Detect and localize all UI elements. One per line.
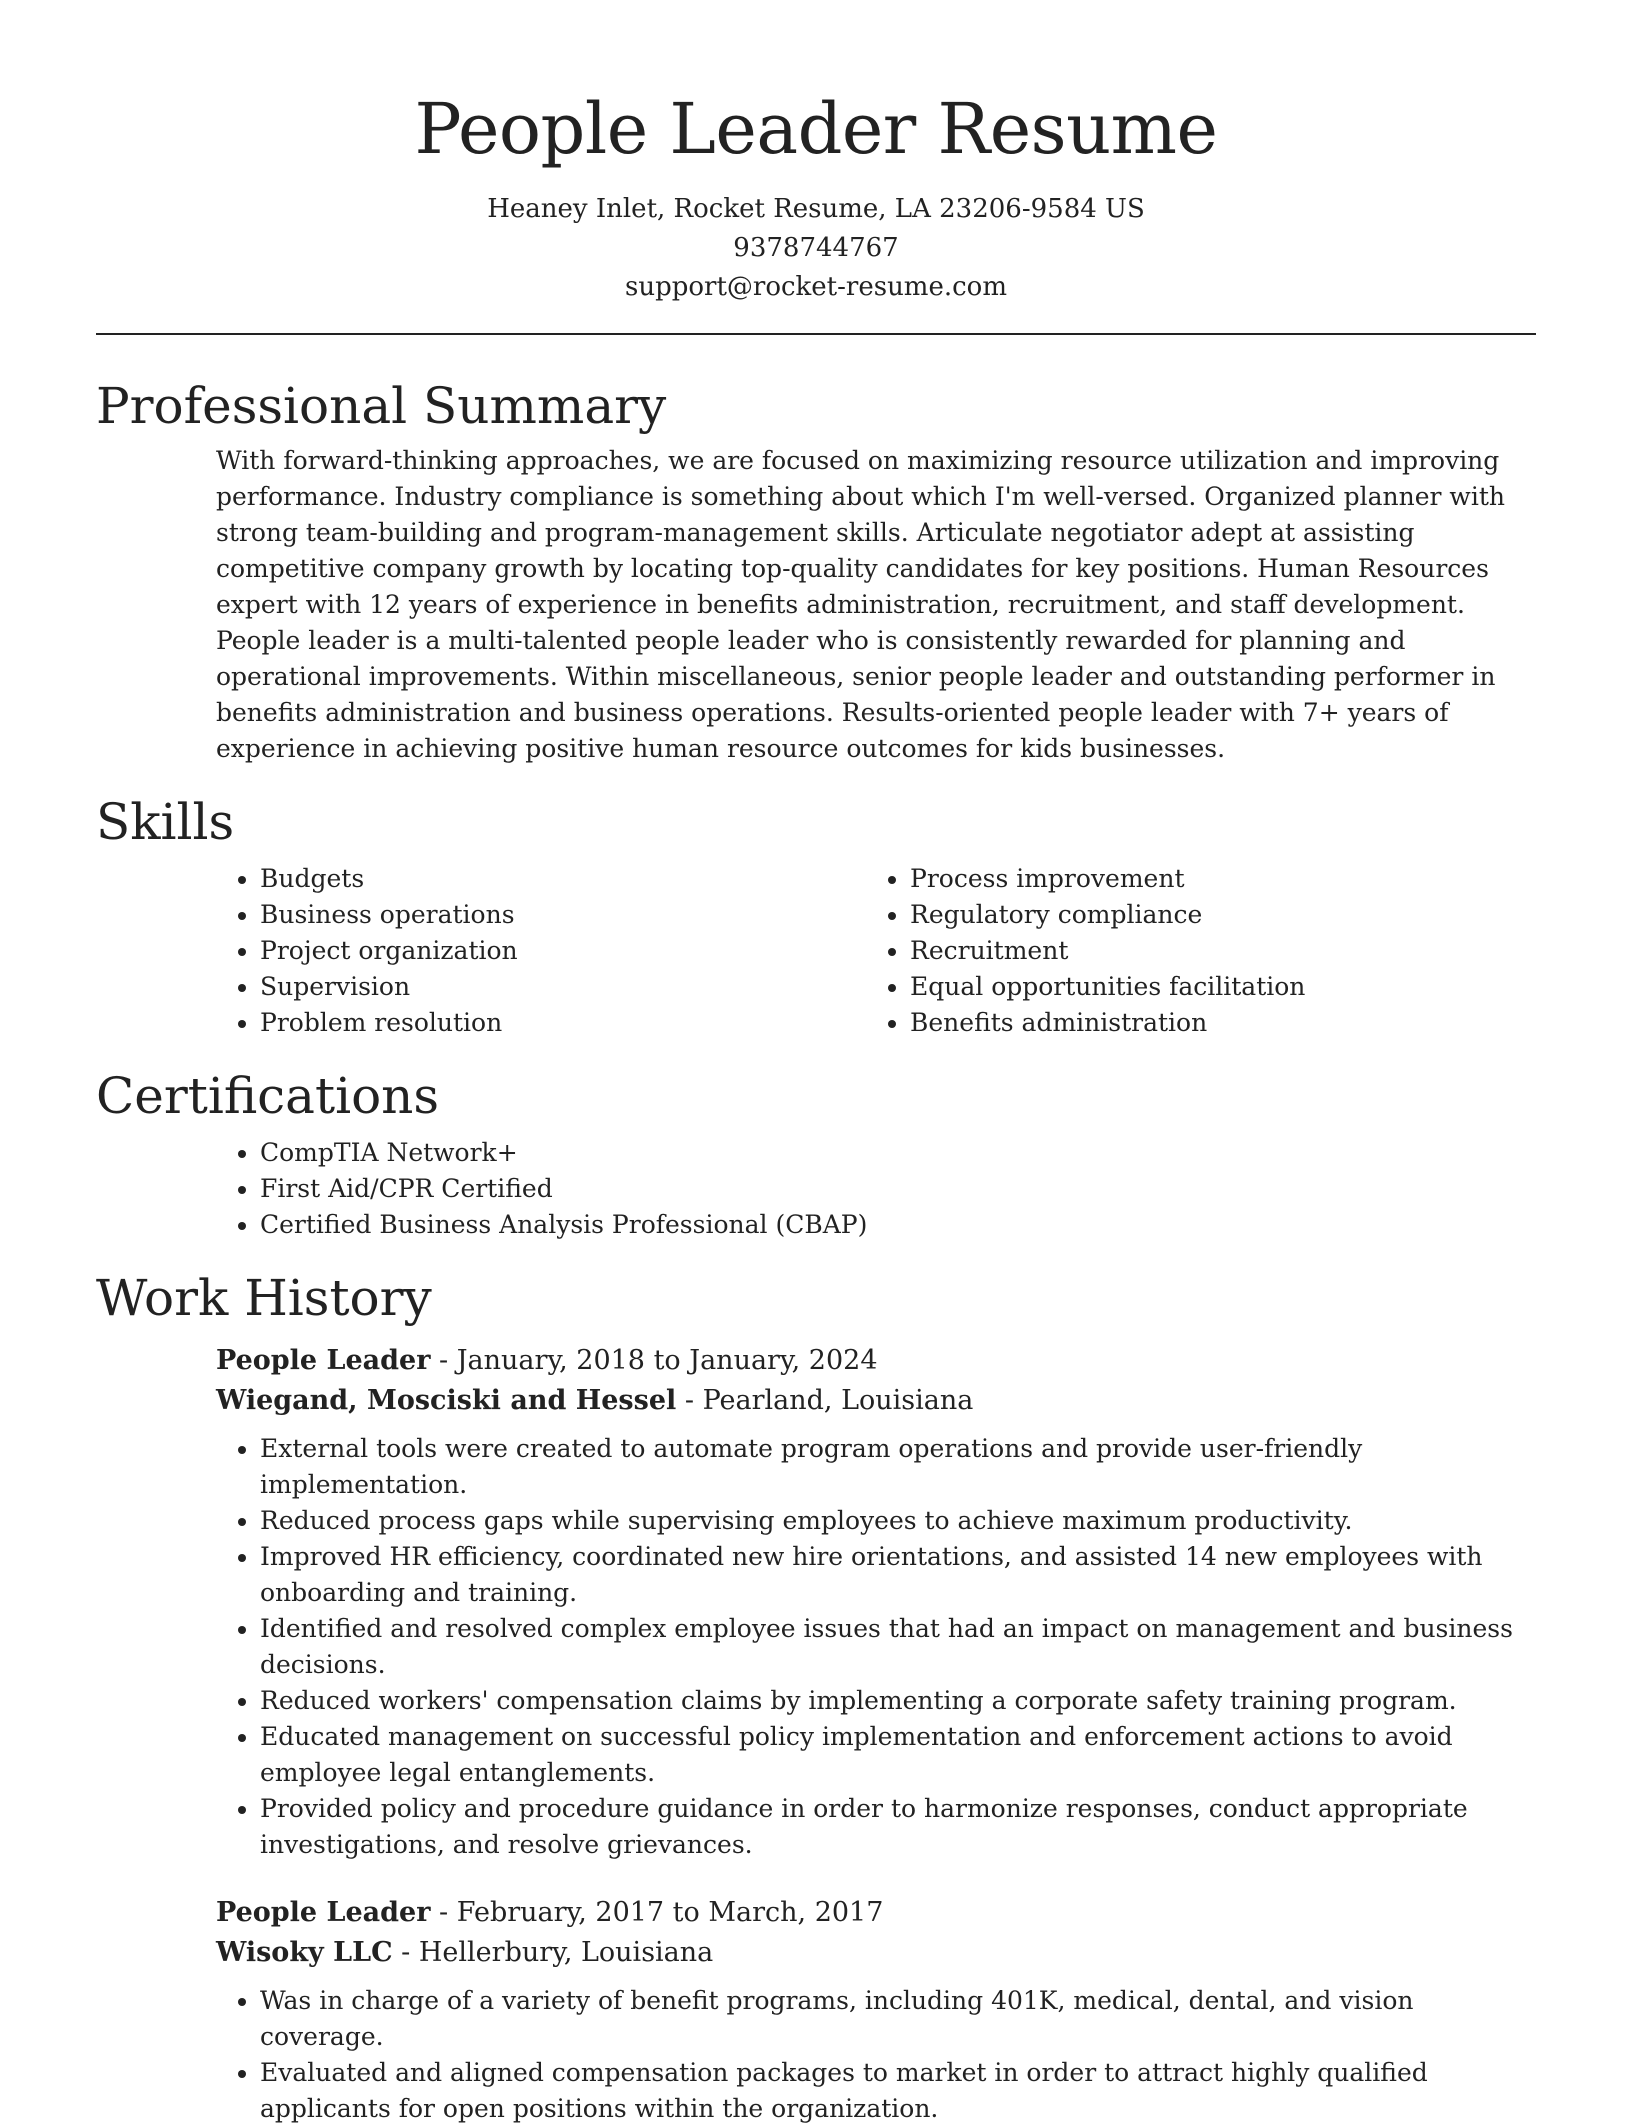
job-bullet: • Provided policy and procedure guidance in order to harmonize responses, conduct appropriate investigations, and resolve grievances. [260,1791,1536,1863]
job-bullets [216,1983,1536,2127]
job-company: Wisoky LLC [216,1937,393,1968]
job-dates: January, 2018 to January, 2024 [456,1345,878,1376]
skill-item: • Project organization [260,933,866,969]
skills-section [96,791,1536,1041]
job-bullet: • Identified and resolved complex employee issues that had an impact on management and business decisions. [260,1611,1536,1683]
skill-item: • Regulatory compliance [910,897,1516,933]
job-bullet: • Improved HR efficiency, coordinated new hire orientations, and assisted 14 new employees with onboarding and training. [260,1539,1536,1611]
job-entry [216,1893,1536,2127]
resume-title: People Leader Resume [414,88,1218,170]
job-bullet: • Evaluated and aligned compensation packages to market in order to attract highly qualified applicants for open positions within the organization. [260,2055,1536,2127]
skills-columns [216,861,1536,1041]
resume-page [96,0,1536,2127]
certifications-section [96,1065,1536,1243]
skill-item: • Problem resolution [260,1005,866,1041]
skill-item: • Equal opportunities facilitation [910,969,1516,1005]
job-title: People Leader [216,1345,431,1376]
work-history-section [96,1267,1536,2127]
job-bullet: • Reduced process gaps while supervising employees to achieve maximum productivity. [260,1503,1536,1539]
job-separator: - [439,1345,457,1376]
certification-item: • CompTIA Network+ [260,1135,1536,1171]
job-separator: - [439,1897,457,1928]
job-title: People Leader [216,1897,431,1928]
job-company: Wiegand, Mosciski and Hessel [216,1385,677,1416]
header-divider [96,333,1536,335]
skill-item: • Benefits administration [910,1005,1516,1041]
job-title-line [216,1341,1536,1381]
contact-phone: 9378744767 [733,233,899,263]
skill-item: • Supervision [260,969,866,1005]
skill-item: • Process improvement [910,861,1516,897]
skill-item: • Budgets [260,861,866,897]
job-title-line [216,1893,1536,1933]
job-separator: - [684,1385,703,1416]
contact-address: Heaney Inlet, Rocket Resume, LA 23206-9584 US [487,194,1145,224]
skills-heading: Skills [96,793,235,851]
job-bullet: • Was in charge of a variety of benefit programs, including 401K, medical, dental, and vision coverage. [260,1983,1536,2055]
certifications-list-wrap [216,1135,1536,1243]
job-company-line [216,1381,1536,1421]
certification-item: • First Aid/CPR Certified [260,1171,1536,1207]
job-location: Hellerbury, Louisiana [418,1937,714,1968]
certification-item: • Certified Business Analysis Professional (CBAP) [260,1207,1536,1243]
job-bullet: • Educated management on successful policy implementation and enforcement actions to avoid employee legal entanglements. [260,1719,1536,1791]
summary-section [96,375,1536,767]
job-entry [216,1341,1536,1863]
job-location: Pearland, Louisiana [702,1385,974,1416]
resume-header [96,0,1536,307]
skill-item: • Recruitment [910,933,1516,969]
job-bullet: • Reduced workers' compensation claims by implementing a corporate safety training program. [260,1683,1536,1719]
job-company-line [216,1933,1536,1973]
skill-item: • Business operations [260,897,866,933]
contact-block [96,190,1536,307]
work-history-heading: Work History [96,1269,432,1327]
job-bullets [216,1431,1536,1863]
certifications-heading: Certifications [96,1067,440,1125]
summary-heading: Professional Summary [96,377,667,435]
job-bullet: • External tools were created to automate program operations and provide user-friendly implementation. [260,1431,1536,1503]
job-separator: - [401,1937,419,1968]
summary-text: With forward-thinking approaches, we are focused on maximizing resource utilization and improving performance. Industry compliance is something about which I'm well-versed. Organized planner with strong team-building and program-management skills. Articulate negotiator adept at assisting competitive company growth by locating top-quality candidates for key positions. Human Resources expert with 12 years of experience in benefits administration, recruitment, and staff development. People leader is a multi-talented people leader who is consistently rewarded for planning and operational improvements. Within miscellaneous, senior people leader and outstanding performer in benefits administration and business operations. Results-oriented people leader with 7+ years of experience in achieving positive human resource outcomes for kids businesses. [216,446,1505,763]
contact-email: support@rocket-resume.com [624,272,1007,302]
skills-right-column [866,861,1516,1041]
skills-left-column [216,861,866,1041]
job-dates: February, 2017 to March, 2017 [456,1897,884,1928]
